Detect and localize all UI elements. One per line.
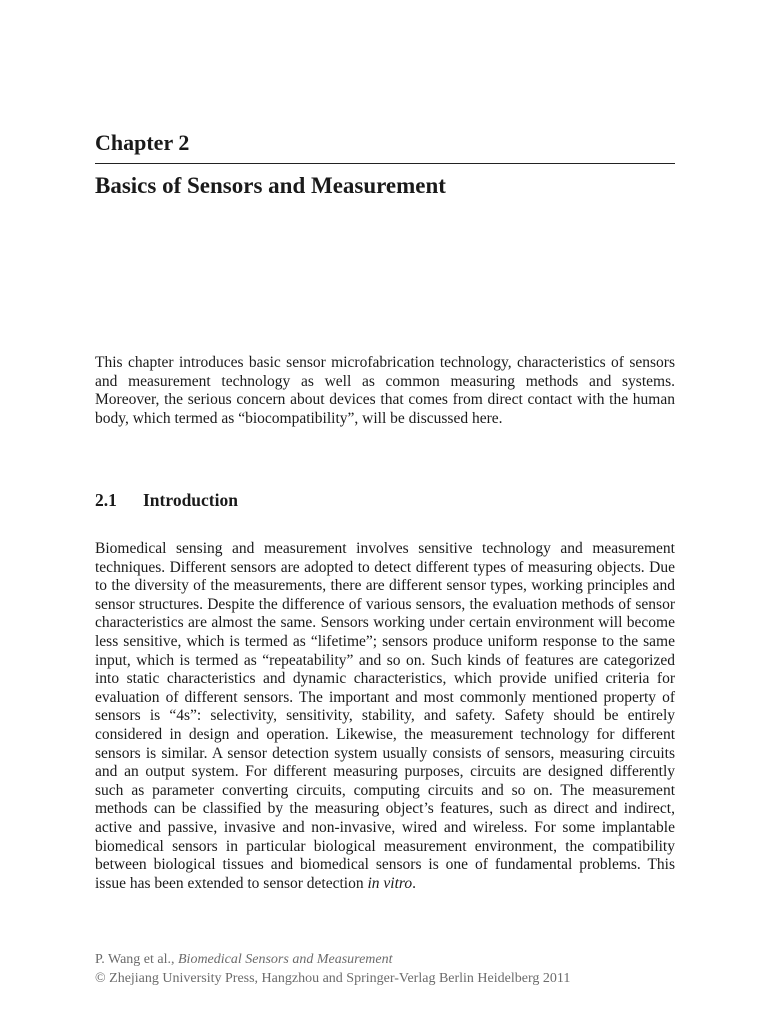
section-title: Introduction [143,490,238,510]
body-paragraph-end: . [412,874,416,892]
footer-citation [95,950,570,988]
footer-book-title: Biomedical Sensors and Measurement [178,952,393,967]
chapter-rule [95,163,675,164]
footer-copyright: © Zhejiang University Press, Hangzhou and Springer-Verlag Berlin Heidelberg 2011 [95,971,571,986]
body-paragraph: Biomedical sensing and measurement involves sensitive technology and measurement techniques. Different sensors are adopted to detect different types of measuring objects. Due to the diversity of the measurements, there are different sensor types, working principles and sensor structures. Despite the difference of various sensors, the evaluation methods of sensor characteristics are almost the same. Sensors working under certain environment will become less sensitive, which is termed as “lifetime”; sensors produce uniform response to the same input, which is termed as “repeatability” and so on. Such kinds of features are categorized into static characteristics and dynamic characteristics, which provide unified criteria for evaluation of different sensors. The important and most commonly mentioned property of sensors is “4s”: selectivity, sensitivity, stability, and safety. Safety should be entirely considered in design and operation. Likewise, the measurement technology for different sensors is similar. A sensor detection system usually consists of sensors, measuring circuits and an output system. For different measuring purposes, circuits are designed differently such as parameter converting circuits, computing circuits and so on. The measurement methods can be classified by the measuring object’s features, such as direct and indirect, active and passive, invasive and non-invasive, wired and wireless. For some implantable biomedical sensors in particular biological measurement environment, the compatibility between biological tissues and biomedical sensors is one of fundamental problems. This issue has been extended to sensor detection [95,540,675,892]
body-italic-term: in vitro [367,874,413,892]
footer-authors-line [95,950,570,969]
chapter-abstract: This chapter introduces basic sensor microfabrication technology, characteristics of sensors and measurement technology as well as common measuring methods and systems. Moreover, the serious concern about devices that comes from direct contact with the human body, which termed as “biocompatibility”, will be discussed here. [95,354,675,427]
chapter-label: Chapter 2 [95,130,190,155]
section-body [95,540,675,893]
footer-authors: P. Wang et al., [95,952,178,967]
section-number: 2.1 [95,490,117,510]
section-heading [95,490,238,511]
chapter-title: Basics of Sensors and Measurement [95,173,446,198]
